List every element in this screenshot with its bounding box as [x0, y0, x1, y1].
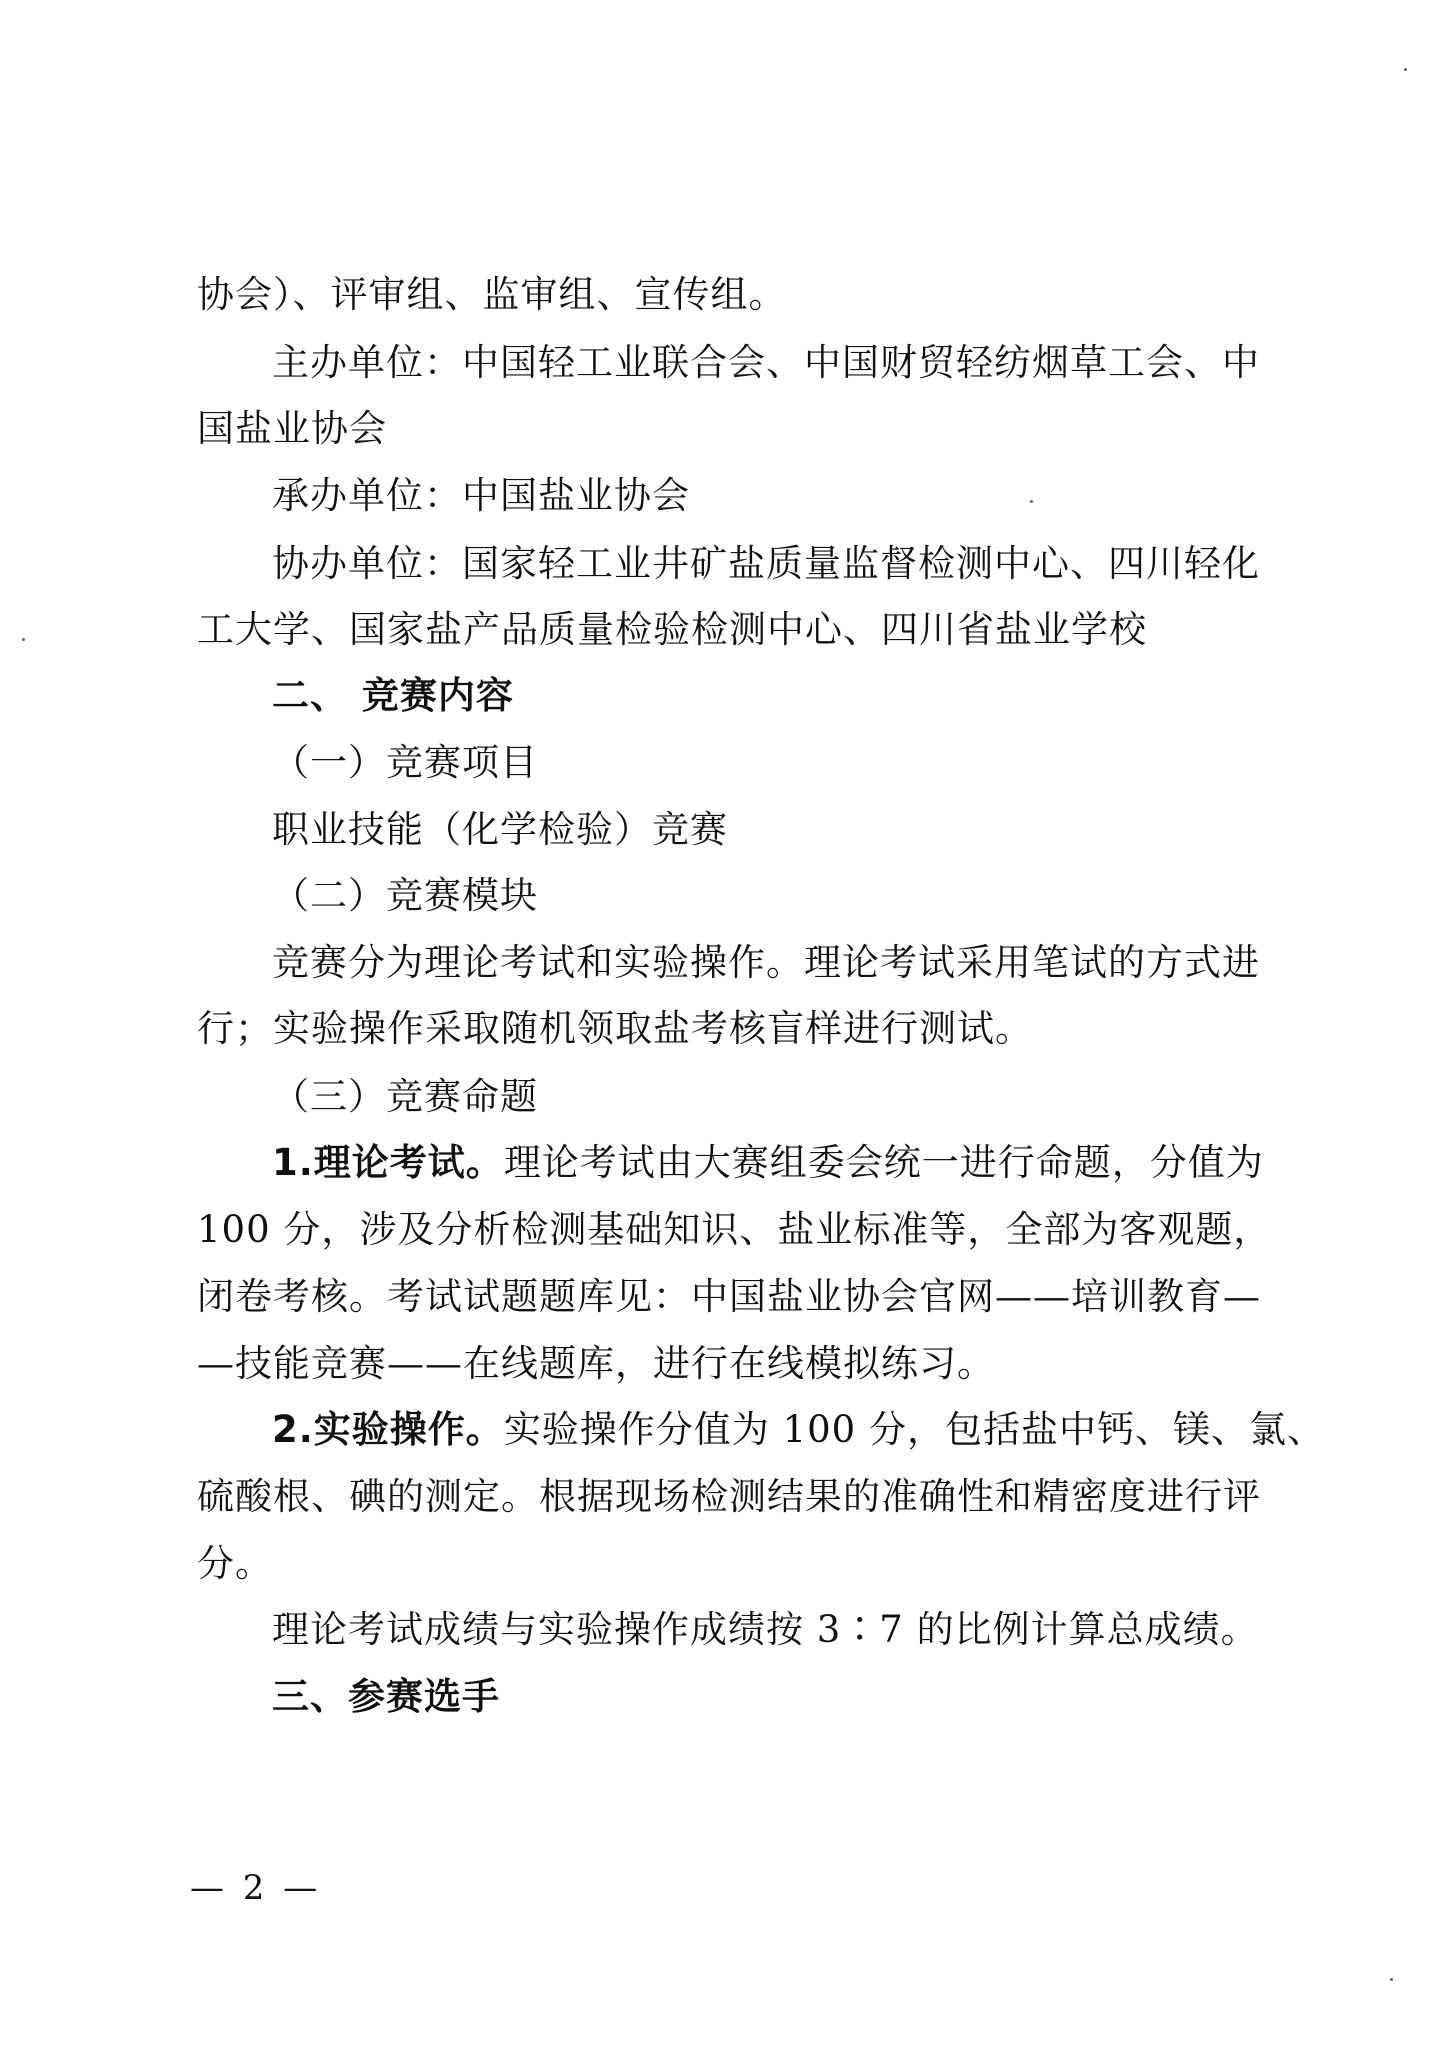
scan-speck: [1390, 1978, 1393, 1981]
text-line: 闭卷考核。考试试题题库见：中国盐业协会官网——培训教育—: [197, 1275, 1261, 1318]
item-text: 理论考试由大赛组委会统一进行命题，分值为: [503, 1141, 1264, 1184]
scan-speck: [1030, 500, 1033, 503]
section-heading: 二、 竞赛内容: [272, 674, 514, 717]
text-line: 分。: [197, 1542, 273, 1585]
text-line: 承办单位：中国盐业协会: [272, 474, 690, 517]
text-line: 100 分，涉及分析检测基础知识、盐业标准等，全部为客观题，: [197, 1208, 1272, 1251]
section-heading: 三、参赛选手: [272, 1675, 500, 1718]
text-line: 硫酸根、碘的测定。根据现场检测结果的准确性和精密度进行评: [197, 1475, 1261, 1518]
text-line: 主办单位：中国轻工业联合会、中国财贸轻纺烟草工会、中: [272, 341, 1260, 384]
page-number: — 2 —: [190, 1868, 322, 1908]
text-line: [272, 1136, 1264, 1190]
text-line: 国盐业协会: [197, 407, 387, 450]
subsection-title: （一）竞赛项目: [272, 741, 538, 784]
text-line: 职业技能（化学检验）竞赛: [272, 808, 728, 851]
item-text: 实验操作分值为 100 分，包括盐中钙、镁、氯、: [503, 1408, 1325, 1451]
text-line: 行；实验操作采取随机领取盐考核盲样进行测试。: [197, 1007, 1033, 1050]
subsection-title: （三）竞赛命题: [272, 1075, 538, 1118]
item-lead: 2.实验操作。: [272, 1408, 504, 1451]
item-lead: 1.理论考试。: [272, 1141, 504, 1184]
scan-speck: [22, 638, 25, 641]
text-line: 竞赛分为理论考试和实验操作。理论考试采用笔试的方式进: [272, 941, 1260, 984]
text-line: 协会）、评审组、监审组、宣传组。: [197, 273, 787, 316]
text-line: 协办单位：国家轻工业井矿盐质量监督检测中心、四川轻化: [272, 542, 1260, 585]
text-line: 工大学、国家盐产品质量检验检测中心、四川省盐业学校: [197, 608, 1147, 651]
text-line: —技能竞赛——在线题库，进行在线模拟练习。: [197, 1342, 995, 1385]
text-line: 理论考试成绩与实验操作成绩按 3∶7 的比例计算总成绩。: [272, 1608, 1259, 1651]
subsection-title: （二）竞赛模块: [272, 874, 538, 917]
text-line: [272, 1403, 1325, 1457]
scan-speck: [1404, 68, 1407, 71]
